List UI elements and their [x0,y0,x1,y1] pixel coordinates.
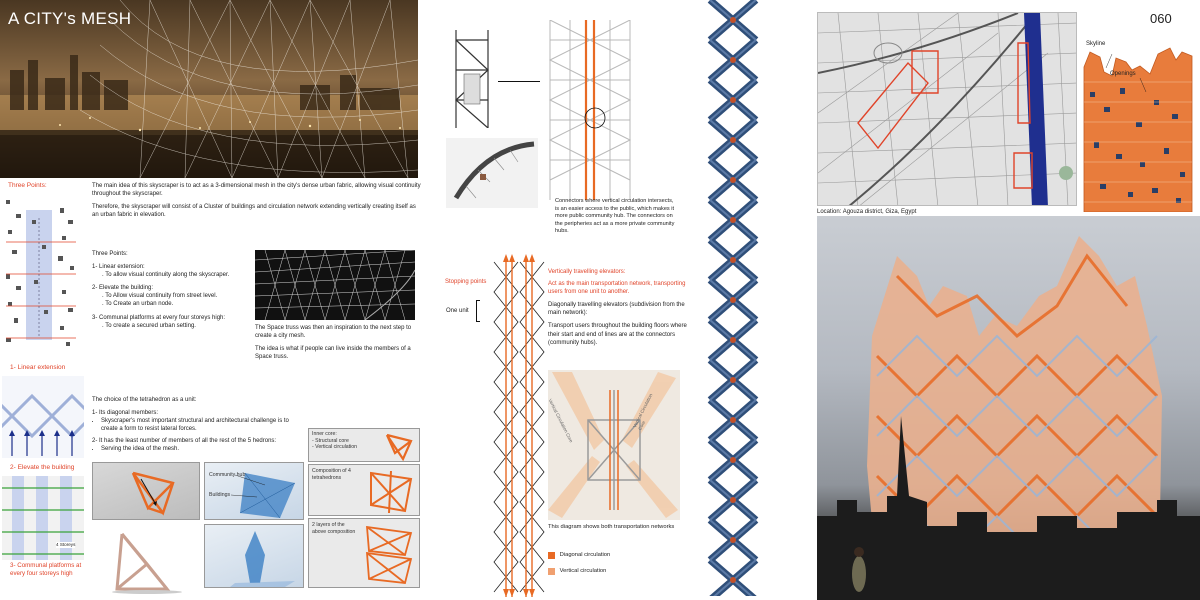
diagonal-elevators-desc: Transport users throughout the building floors where their start and end of lines are at the connectors (community hubs). [548,323,687,346]
circulation-diagram [490,252,548,597]
tower-elevation-strip [706,0,760,596]
legend-diagonal-swatch [548,552,555,559]
truss-caption-2: The idea is what if people can live inside the members of a Space truss. [255,346,411,361]
transport-network-render [548,370,680,520]
legend-vertical-label: Vertical circulation [559,568,607,574]
stopping-points-label: Stopping points [445,279,487,285]
site-map [817,12,1077,206]
tetrahedron-text [92,396,302,454]
elevate-diagram [2,376,84,458]
skyline-label: Skyline [1086,41,1106,47]
callout-line [498,81,542,82]
tetra-truss-render [92,524,200,594]
communal-label: 3- Communal platforms at every four storeys high [10,562,82,578]
layers-panel [308,518,420,588]
vertical-elevators-title: Vertically travelling elevators: [548,269,626,275]
inner-core-item-2: - Vertical circulation [312,444,357,450]
tetra-d2-bullet: • Serving the idea of the mesh. [101,445,302,453]
skyline-elevation-panel [1080,12,1197,212]
composition-label: Composition of 4 tetrahedrons [312,468,351,482]
storeys-label: 4 Storeys [56,542,76,547]
connector-detail-render [446,138,538,208]
point-2-title: 2- Elevate the building: [92,285,154,292]
space-truss-image [255,250,415,320]
openings-label: Openings [1110,71,1136,77]
points-heading: Three Points: [92,251,128,257]
tower-truss-render [540,20,640,200]
truss-caption-1: The Space truss was then an inspiration to the next step to create a city mesh. [255,325,412,340]
tetra-d2-title: 2- It has the least number of members of all the rest of the 5 hedrons: [92,438,277,445]
tetra-d1-bullet: • Skyscraper's most important structural and architectural challenge is to create a form to resist lateral forces. [101,417,302,433]
community-hub-label: Community hub [209,472,246,478]
communal-diagram [2,476,84,560]
one-unit-label: One unit [446,308,469,314]
tetra-heading: The choice of the tetrahedron as a unit: [92,397,197,403]
inner-core-title: Inner core: [312,431,337,437]
intro-paragraph-1: The main idea of this skyscraper is to act as a 3-dimensional mesh in the city's dense urban fabric, allowing visual continuity throughout the skyscraper. [92,183,421,198]
legend-diagonal [548,552,610,561]
intro-paragraph-2: Therefore, the skyscraper will consist of a Cluster of buildings and circulation network extending vertically creating itself as an urban fabric in elevation. [92,204,416,219]
point-1-title: 1- Linear extension: [92,264,145,271]
point-2-sub1: . To Allow visual continuity from street level. [102,293,218,300]
point-3-title: 3- Communal platforms at every four storeys high: [92,314,226,321]
layers-label: 2 layers of the above composition [312,522,356,536]
legend-vertical [548,568,606,577]
intro-text [92,182,422,224]
point-1-sub: . To allow visual continuity along the skyscraper. [102,272,230,279]
point-2-sub2: . To Create an urban node. [102,301,174,308]
three-points-text [92,250,252,335]
page-title: A CITY's MESH [8,9,132,28]
hero-photo [0,0,418,178]
buildings-label: Buildings [209,492,231,498]
truss-caption [255,324,415,366]
inner-core-panel [308,428,420,462]
connectors-text: Connectors where vertical circulation intersects, is an easier access to the public, which makes it more public community hub. The connectors on the peripheries act as a more private community hubs. [555,198,675,235]
vertical-elevators-desc: Act as the main transportation network, transporting users from one unit to another. [548,281,686,296]
vertical-core-label-2: Vertical Circulation Core [632,392,654,432]
diagonal-elevators-title: Diagonally travelling elevators (subdivision from the main network): [548,302,685,317]
point-3-sub: . To create a secured urban setting. [102,322,196,329]
community-hub-panel [204,462,304,520]
three-points-heading: Three Points: [8,182,47,189]
page-number: 060 [1150,11,1172,26]
vertical-core-label-1: Vertical Circulation Core [548,398,574,444]
tetra-unit-panel [92,462,200,520]
linear-extension-label: 1- Linear extension [10,364,66,371]
composition-panel [308,464,420,516]
hub-tower-render [204,524,304,588]
location-caption: Location: Agouza district, Giza, Egypt [817,209,917,215]
diagram-caption: This diagram shows both transportation networks [548,524,675,530]
circulation-text [548,268,688,352]
elevate-label: 2- Elevate the building [10,464,75,471]
legend-vertical-swatch [548,568,555,575]
tower-detail-render [446,30,498,128]
skyscraper-render [817,216,1200,600]
legend-diagonal-label: Diagonal circulation [559,552,611,558]
inner-core-item-1: - Structural core [312,437,349,444]
tetra-d1-title: 1- Its diagonal members: [92,410,159,417]
one-unit-bracket [476,300,480,322]
linear-extension-diagram [2,190,80,362]
